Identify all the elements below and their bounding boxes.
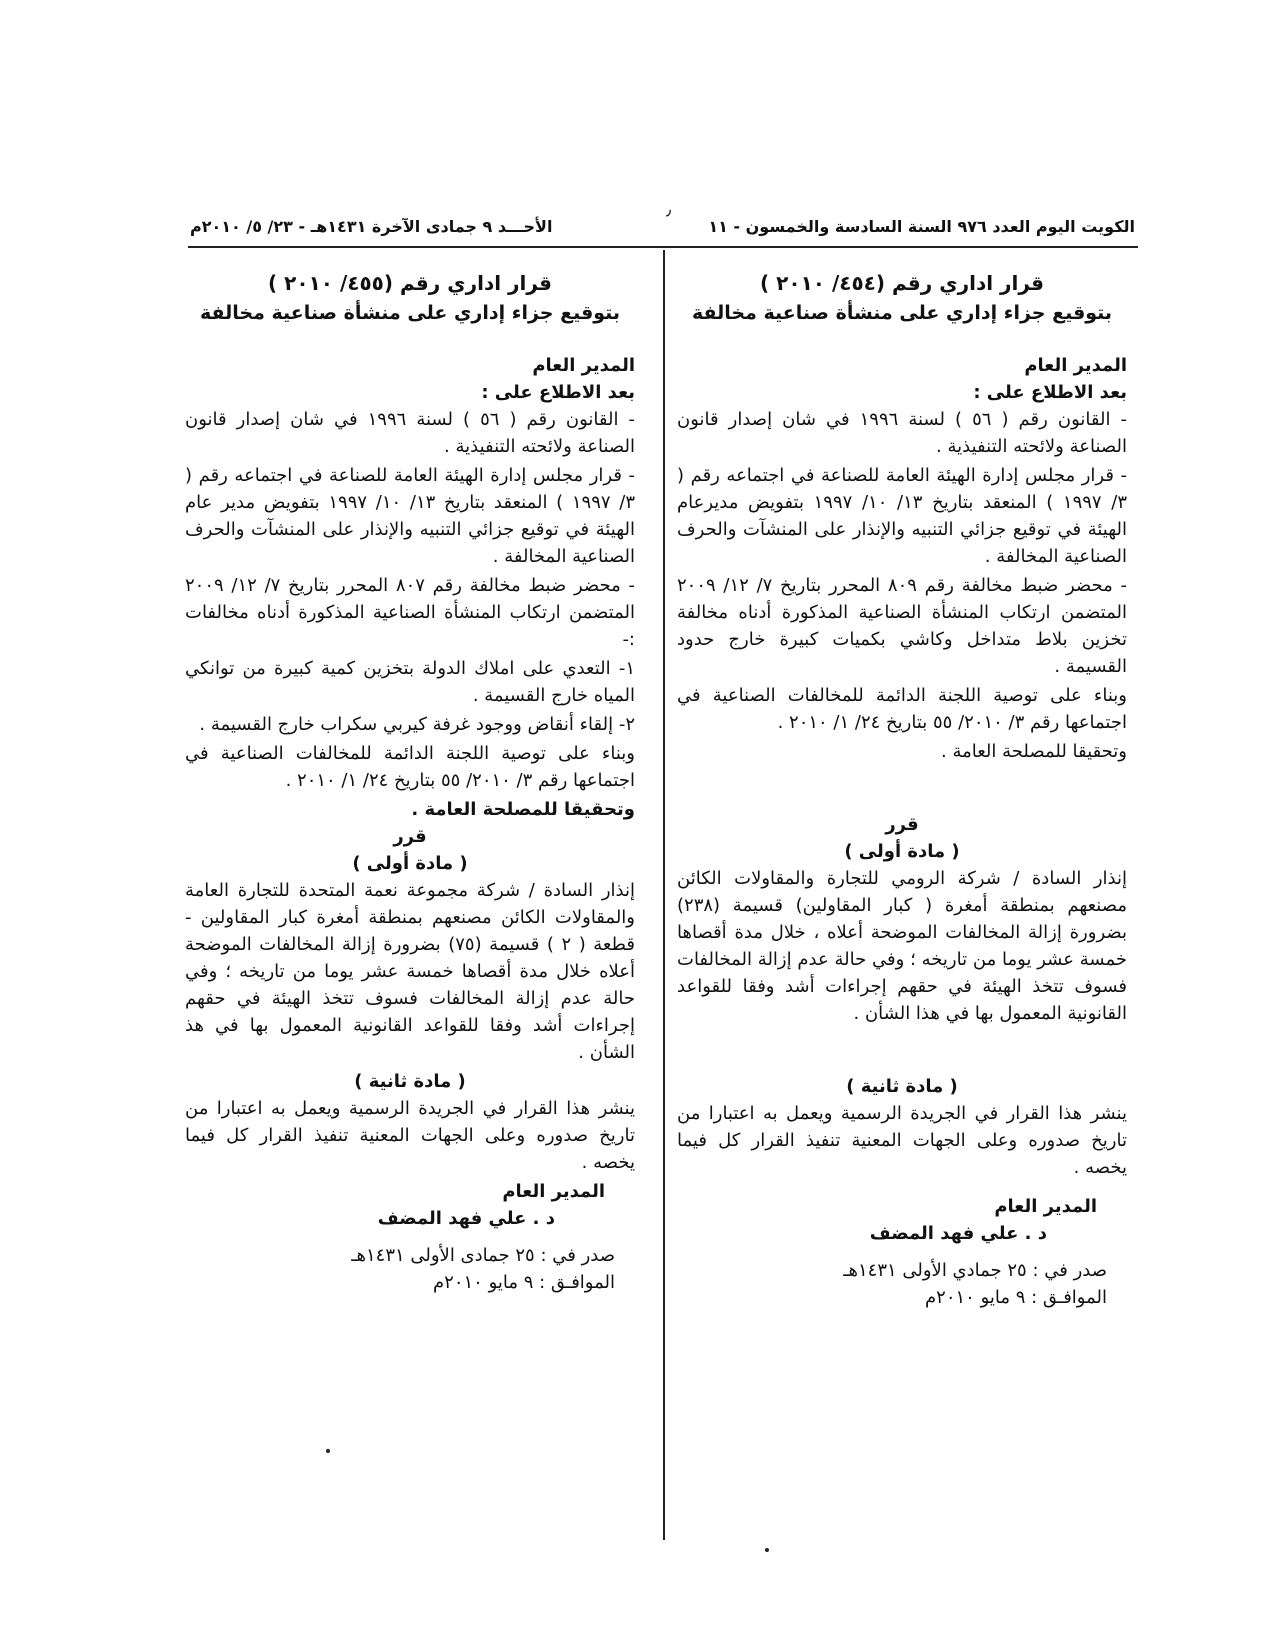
- decided-heading: قرر: [885, 814, 919, 836]
- issued-hijri-date: صدر في : ٢٥ جمادي الأولى ١٤٣١هـ: [843, 1260, 1107, 1282]
- recital-item: ٢- إلقاء أنقاض ووجود غرفة كيربي سكراب خارج القسيمة .: [199, 714, 635, 736]
- issued-gregorian-date: الموافـق : ٩ مايو ٢٠١٠م: [925, 1287, 1107, 1309]
- decision-subtitle: بتوقيع جزاء إداري على منشأة صناعية مخالفة: [199, 302, 621, 324]
- recital-item: - قرار مجلس إدارة الهيئة العامة للصناعة في اجتماعه رقم ( ٣/ ١٩٩٧ ) المنعقد بتاريخ ١٣/ ١٠/ ١٩٩٧ بتفويض مديرعام الهيئة في توقيع جزائي التنبيه والإنذار على المنشآت والحرف الصناعية المخالفة .: [677, 465, 1127, 568]
- decision-455-column: [185, 268, 635, 1296]
- scan-dot: [765, 1548, 769, 1552]
- header-issue-info: الكويت اليوم العدد ٩٧٦ السنة السادسة والخمسون - ١١: [708, 217, 1135, 236]
- scan-dot: [326, 1449, 330, 1453]
- recital-item: وتحقيقا للمصلحة العامة .: [941, 741, 1127, 763]
- public-interest-line: وتحقيقا للمصلحة العامة .: [411, 799, 635, 821]
- decision-title: قرار اداري رقم (٤٥٤/ ٢٠١٠ ): [760, 271, 1044, 295]
- director-heading: المدير العام: [532, 355, 635, 377]
- signatory-role: المدير العام: [994, 1196, 1097, 1218]
- decided-heading: قرر: [393, 826, 427, 848]
- signatory-name: د . علي فهد المضف: [869, 1223, 1047, 1245]
- article-2-title: ( مادة ثانية ): [354, 1071, 466, 1093]
- header-mark: ٫: [666, 200, 672, 219]
- after-review-heading: بعد الاطلاع على :: [481, 382, 635, 404]
- decision-454-column: [677, 268, 1127, 1311]
- recital-item: - قرار مجلس إدارة الهيئة العامة للصناعة في اجتماعه رقم ( ٣/ ١٩٩٧ ) المنعقد بتاريخ ١٣/ ١٠/ ١٩٩٧ بتفويض مدير عام الهيئة في توقيع جزائي التنبيه والإنذار على المنشآت والحرف الصناعية المخالفة .: [185, 465, 635, 568]
- recital-item: ١- التعدي على املاك الدولة بتخزين كمية كبيرة من توانكي المياه خارج القسيمة .: [185, 658, 635, 707]
- article-1-text: إنذار السادة / شركة الرومي للتجارة والمقاولات الكائن مصنعهم بمنطقة أمغرة ( كبار المقاولين) قسيمة (٢٣٨) بضرورة إزالة المخالفات الموضحة أعلاه ، خلال مدة أقصاها خمسة عشر يوما من تاريخه ؛ وفي حالة عدم إزالة المخالفات فسوف تتخذ الهيئة في حقهم إجراءات أشد وفقا للقواعد القانونية المعمول بها في هذا الشأن .: [677, 868, 1127, 1025]
- article-2-text: ينشر هذا القرار في الجريدة الرسمية ويعمل به اعتبارا من تاريخ صدوره وعلى الجهات المعنية تنفيذ القرار كل فيما يخصه .: [677, 1103, 1127, 1179]
- column-divider: [663, 250, 665, 1540]
- signatory-role: المدير العام: [502, 1181, 605, 1203]
- decision-title: قرار اداري رقم (٤٥٥/ ٢٠١٠ ): [268, 271, 552, 295]
- article-1-title: ( مادة أولى ): [352, 853, 468, 875]
- recital-item: - محضر ضبط مخالفة رقم ٨٠٧ المحرر بتاريخ ٧/ ١٢/ ٢٠٠٩ المتضمن ارتكاب المنشأة الصناعية المذكورة أدناه مخالفات :-: [185, 575, 635, 651]
- article-1-text: إنذار السادة / شركة مجموعة نعمة المتحدة للتجارة العامة والمقاولات الكائن مصنعهم بمنطقة أمغرة كبار المقاولين - قطعة ( ٢ ) قسيمة (٧٥) بضرورة إزالة المخالفات الموضحة أعلاه خلال مدة أقصاها خمسة عشر يوما من تاريخه ؛ وفي حالة عدم إزالة المخالفات فسوف تتخذ الهيئة في حقهم إجراءات أشد وفقا للقواعد القانونية المعمول بها في هذ الشأن .: [185, 880, 635, 1064]
- director-heading: المدير العام: [1024, 355, 1127, 377]
- header-date: الأحـــد ٩ جمادى الآخرة ١٤٣١هـ - ٢٣/ ٥/ ٢٠١٠م: [190, 217, 553, 236]
- after-review-heading: بعد الاطلاع على :: [973, 382, 1127, 404]
- article-2-title: ( مادة ثانية ): [846, 1076, 958, 1098]
- signatory-name: د . علي فهد المضف: [377, 1208, 555, 1230]
- recital-item: وبناء على توصية اللجنة الدائمة للمخالفات الصناعية في اجتماعها رقم ٣/ ٢٠١٠/ ٥٥ بتاريخ ٢٤/ ١/ ٢٠١٠ .: [677, 685, 1127, 734]
- recital-item: - محضر ضبط مخالفة رقم ٨٠٩ المحرر بتاريخ ٧/ ١٢/ ٢٠٠٩ المتضمن ارتكاب المنشأة الصناعية المذكورة أدناه مخالفة تخزين بلاط متداخل وكاشي بكميات كبيرة خارج حدود القسيمة .: [677, 575, 1127, 678]
- issued-gregorian-date: الموافـق : ٩ مايو ٢٠١٠م: [433, 1272, 615, 1294]
- article-1-title: ( مادة أولى ): [844, 841, 960, 863]
- decision-subtitle: بتوقيع جزاء إداري على منشأة صناعية مخالفة: [691, 302, 1113, 324]
- recital-item: وبناء على توصية اللجنة الدائمة للمخالفات الصناعية في اجتماعها رقم ٣/ ٢٠١٠/ ٥٥ بتاريخ ٢٤/ ١/ ٢٠١٠ .: [185, 743, 635, 792]
- issued-hijri-date: صدر في : ٢٥ جمادى الأولى ١٤٣١هـ: [351, 1245, 615, 1267]
- header-rule: [188, 246, 1138, 248]
- recital-item: - القانون رقم ( ٥٦ ) لسنة ١٩٩٦ في شان إصدار قانون الصناعة ولائحته التنفيذية .: [677, 409, 1127, 458]
- recital-item: - القانون رقم ( ٥٦ ) لسنة ١٩٩٦ في شان إصدار قانون الصناعة ولائحته التنفيذية .: [185, 409, 635, 458]
- article-2-text: ينشر هذا القرار في الجريدة الرسمية ويعمل به اعتبارا من تاريخ صدوره وعلى الجهات المعنية تنفيذ القرار كل فيما يخصه .: [185, 1098, 635, 1174]
